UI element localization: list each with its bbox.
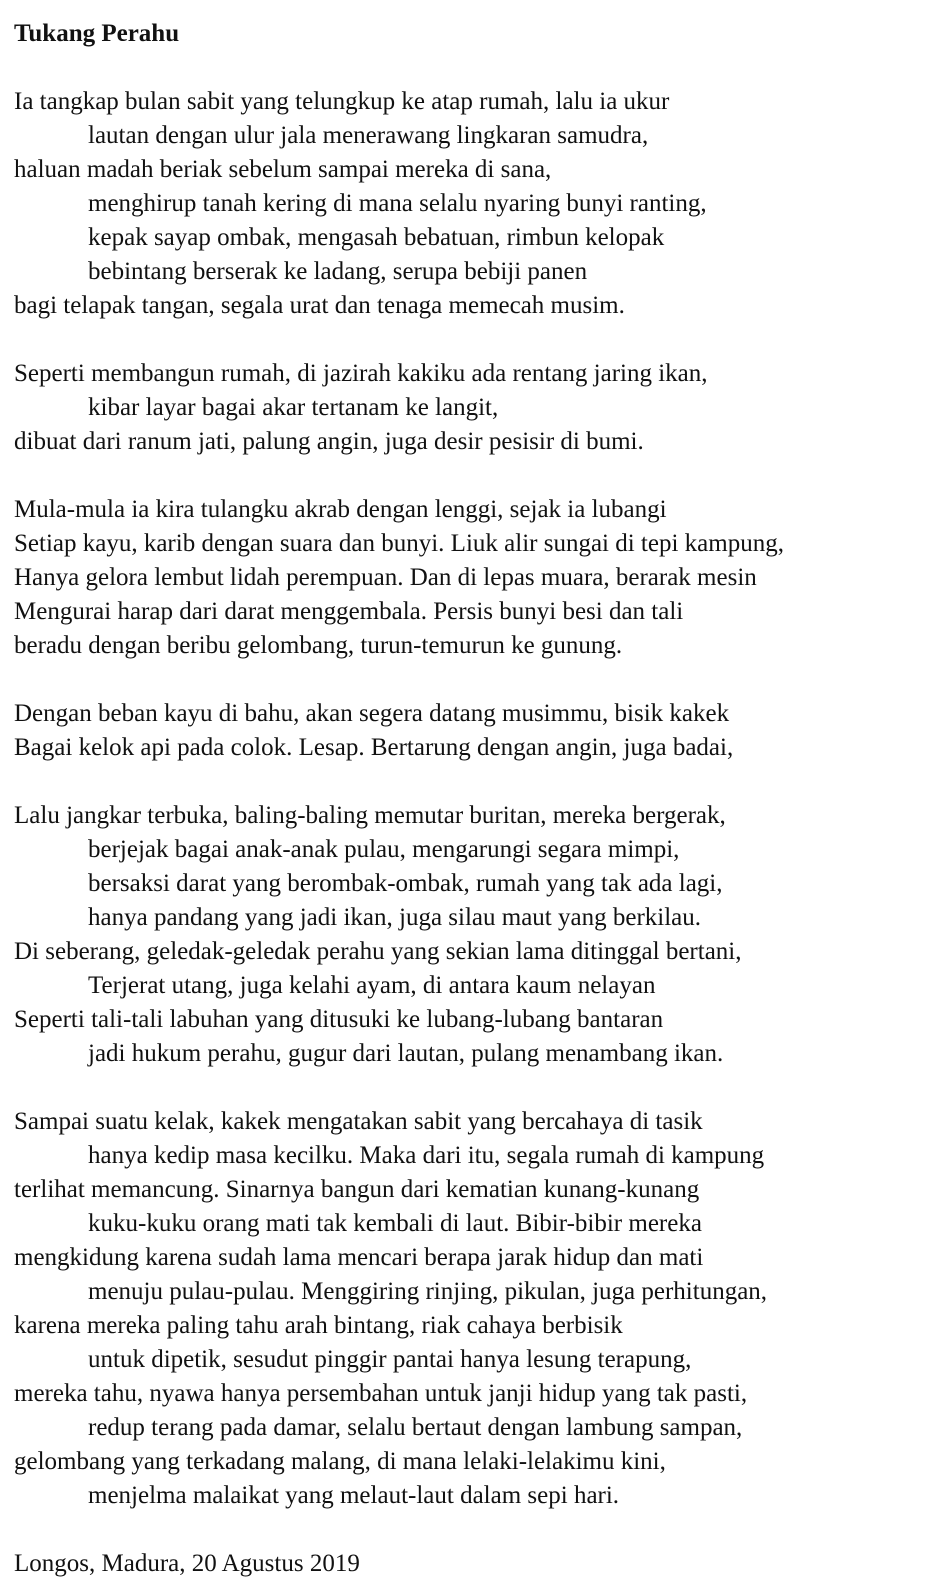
- poem-line: menuju pulau-pulau. Menggiring rinjing, pikulan, juga perhitungan,: [88, 1278, 768, 1305]
- poem-line: lautan dengan ulur jala menerawang lingkaran samudra,: [88, 122, 649, 149]
- poem-line: beradu dengan beribu gelombang, turun-temurun ke gunung.: [14, 632, 623, 659]
- poem-stanza: [14, 85, 934, 323]
- poem-line: bagi telapak tangan, segala urat dan tenaga memecah musim.: [14, 292, 625, 319]
- poem-line: bebintang berserak ke ladang, serupa bebiji panen: [88, 258, 588, 285]
- poem-line: Mula-mula ia kira tulangku akrab dengan lenggi, sejak ia lubangi: [14, 496, 667, 523]
- poem-line: hanya pandang yang jadi ikan, juga silau maut yang berkilau.: [88, 904, 702, 931]
- poem-line: mengkidung karena sudah lama mencari berapa jarak hidup dan mati: [14, 1244, 704, 1271]
- poem-line: gelombang yang terkadang malang, di mana lelaki-lelakimu kini,: [14, 1448, 666, 1475]
- poem-line: Ia tangkap bulan sabit yang telungkup ke atap rumah, lalu ia ukur: [14, 88, 670, 115]
- poem-line: terlihat memancung. Sinarnya bangun dari kematian kunang-kunang: [14, 1176, 700, 1203]
- poem-dateline: Longos, Madura, 20 Agustus 2019: [14, 1550, 360, 1577]
- poem-line: berjejak bagai anak-anak pulau, mengarungi segara mimpi,: [88, 836, 680, 863]
- poem-line: Sampai suatu kelak, kakek mengatakan sabit yang bercahaya di tasik: [14, 1108, 703, 1135]
- poem-stanza: [14, 493, 934, 663]
- poem-line: menjelma malaikat yang melaut-laut dalam sepi hari.: [88, 1482, 620, 1509]
- poem-stanza: [14, 799, 934, 1071]
- poem-line: menghirup tanah kering di mana selalu nyaring bunyi ranting,: [88, 190, 707, 217]
- poem-line: Seperti membangun rumah, di jazirah kakiku ada rentang jaring ikan,: [14, 360, 708, 387]
- poem-line: Hanya gelora lembut lidah perempuan. Dan di lepas muara, berarak mesin: [14, 564, 757, 591]
- poem-line: kepak sayap ombak, mengasah bebatuan, rimbun kelopak: [88, 224, 665, 251]
- poem-line: Di seberang, geledak-geledak perahu yang sekian lama ditinggal bertani,: [14, 938, 742, 965]
- poem-line: haluan madah beriak sebelum sampai mereka di sana,: [14, 156, 552, 183]
- poem-title: Tukang Perahu: [14, 20, 180, 47]
- poem-line: mereka tahu, nyawa hanya persembahan untuk janji hidup yang tak pasti,: [14, 1380, 748, 1407]
- poem-line: kuku-kuku orang mati tak kembali di laut. Bibir-bibir mereka: [88, 1210, 702, 1237]
- poem-line: Seperti tali-tali labuhan yang ditusuki ke lubang-lubang bantaran: [14, 1006, 664, 1033]
- poem-line: hanya kedip masa kecilku. Maka dari itu, segala rumah di kampung: [88, 1142, 765, 1169]
- poem-line: bersaksi darat yang berombak-ombak, rumah yang tak ada lagi,: [88, 870, 723, 897]
- poem-line: kibar layar bagai akar tertanam ke langit,: [88, 394, 499, 421]
- poem-stanza: [14, 1105, 934, 1513]
- poem-line: karena mereka paling tahu arah bintang, riak cahaya berbisik: [14, 1312, 623, 1339]
- poem-line: Lalu jangkar terbuka, baling-baling memutar buritan, mereka bergerak,: [14, 802, 726, 829]
- poem-line: redup terang pada damar, selalu bertaut dengan lambung sampan,: [88, 1414, 743, 1441]
- poem-line: untuk dipetik, sesudut pinggir pantai hanya lesung terapung,: [88, 1346, 692, 1373]
- poem-stanza: [14, 697, 934, 765]
- poem-line: Terjerat utang, juga kelahi ayam, di antara kaum nelayan: [88, 972, 656, 999]
- poem-line: dibuat dari ranum jati, palung angin, juga desir pesisir di bumi.: [14, 428, 644, 455]
- poem-line: Setiap kayu, karib dengan suara dan bunyi. Liuk alir sungai di tepi kampung,: [14, 530, 784, 557]
- poem-body: [14, 85, 934, 1513]
- poem-line: Bagai kelok api pada colok. Lesap. Bertarung dengan angin, juga badai,: [14, 734, 734, 761]
- poem-line: jadi hukum perahu, gugur dari lautan, pulang menambang ikan.: [88, 1040, 724, 1067]
- poem-line: Dengan beban kayu di bahu, akan segera datang musimmu, bisik kakek: [14, 700, 730, 727]
- poem-stanza: [14, 357, 934, 459]
- poem-line: Mengurai harap dari darat menggembala. Persis bunyi besi dan tali: [14, 598, 684, 625]
